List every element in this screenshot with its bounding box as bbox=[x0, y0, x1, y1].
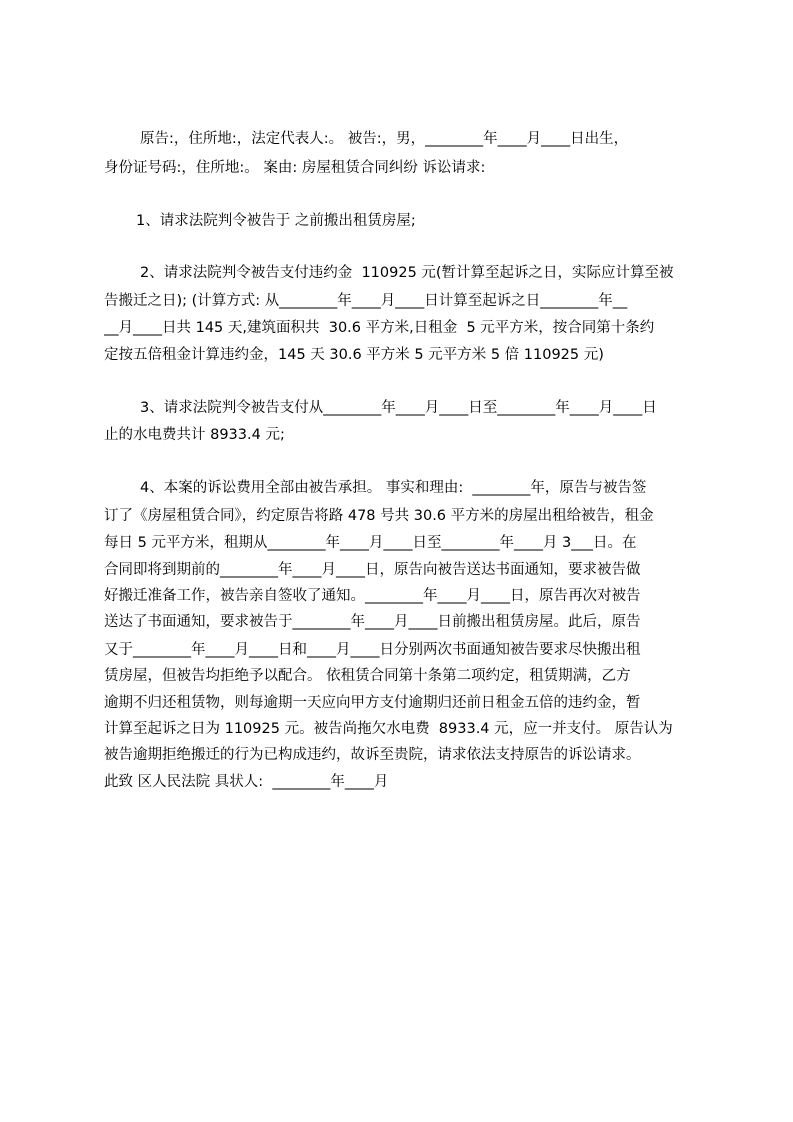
request-2-line-3: __月____日共 145 天,建筑面积共 30.6 平方米,日租金 5 元平方米，按合同第十条约 bbox=[104, 320, 655, 336]
request-4-line-6: 送达了书面通知，要求被告于________年____月____日前搬出租赁房屋。此后，原告 bbox=[104, 614, 641, 630]
request-4-line-12: 此致 区人民法院 具状人: ________年____月 bbox=[104, 774, 389, 790]
request-3-line-2: 止的水电费共计 8933.4 元; bbox=[104, 427, 285, 443]
request-4-line-4: 合同即将到期前的________年____月____日，原告向被告送达书面通知，要求被告做 bbox=[104, 562, 641, 578]
request-4-line-5: 好搬迁准备工作，被告亲自签收了通知。________年____月____日，原告再次对被告 bbox=[104, 588, 641, 604]
request-1-line-1: 1、请求法院判令被告于 之前搬出租赁房屋; bbox=[136, 213, 416, 229]
request-4-line-1: 4、本案的诉讼费用全部由被告承担。 事实和理由: ________年，原告与被告签 bbox=[140, 480, 647, 496]
request-4-line-2: 订了《房屋租赁合同》，约定原告将路 478 号共 30.6 平方米的房屋出租给被告，租金 bbox=[104, 508, 654, 524]
request-2-line-2: 告搬迁之日); (计算方式: 从________年____月____日计算至起诉之日________年__ bbox=[104, 293, 628, 309]
request-4-line-10: 计算至起诉之日为 110925 元。被告尚拖欠水电费 8933.4 元，应一并支付。 原告认为 bbox=[104, 721, 673, 737]
request-4-line-11: 被告逾期拒绝搬迁的行为已构成违约，故诉至贵院，请求依法支持原告的诉讼请求。 bbox=[104, 747, 641, 763]
request-4-line-3: 每日 5 元平方米，租期从________年____月____日至________年____月 3___日。在 bbox=[104, 535, 637, 551]
request-3-line-1: 3、请求法院判令被告支付从________年____月____日至________年____月____日 bbox=[140, 400, 657, 416]
request-2-line-1: 2、请求法院判令被告支付违约金 110925 元(暂计算至起诉之日，实际应计算至被 bbox=[140, 265, 674, 281]
request-4-line-8: 赁房屋，但被告均拒绝予以配合。 依租赁合同第十条第二项约定，租赁期满，乙方 bbox=[104, 668, 631, 684]
request-4-line-7: 又于________年____月____日和____月____日分别两次书面通知被告要求尽快搬出租 bbox=[104, 642, 641, 658]
header-line-2: 身份证号码:，住所地:。 案由: 房屋租赁合同纠纷 诉讼请求: bbox=[104, 160, 486, 176]
header-line-1: 原告:，住所地:，法定代表人:。 被告:，男，________年____月____日出生， bbox=[140, 131, 629, 147]
request-2-line-4: 定按五倍租金计算违约金，145 天 30.6 平方米 5 元平方米 5 倍 110925 元) bbox=[104, 347, 604, 363]
request-4-line-9: 逾期不归还租赁物，则每逾期一天应向甲方支付逾期归还前日租金五倍的违约金，暂 bbox=[104, 695, 641, 711]
